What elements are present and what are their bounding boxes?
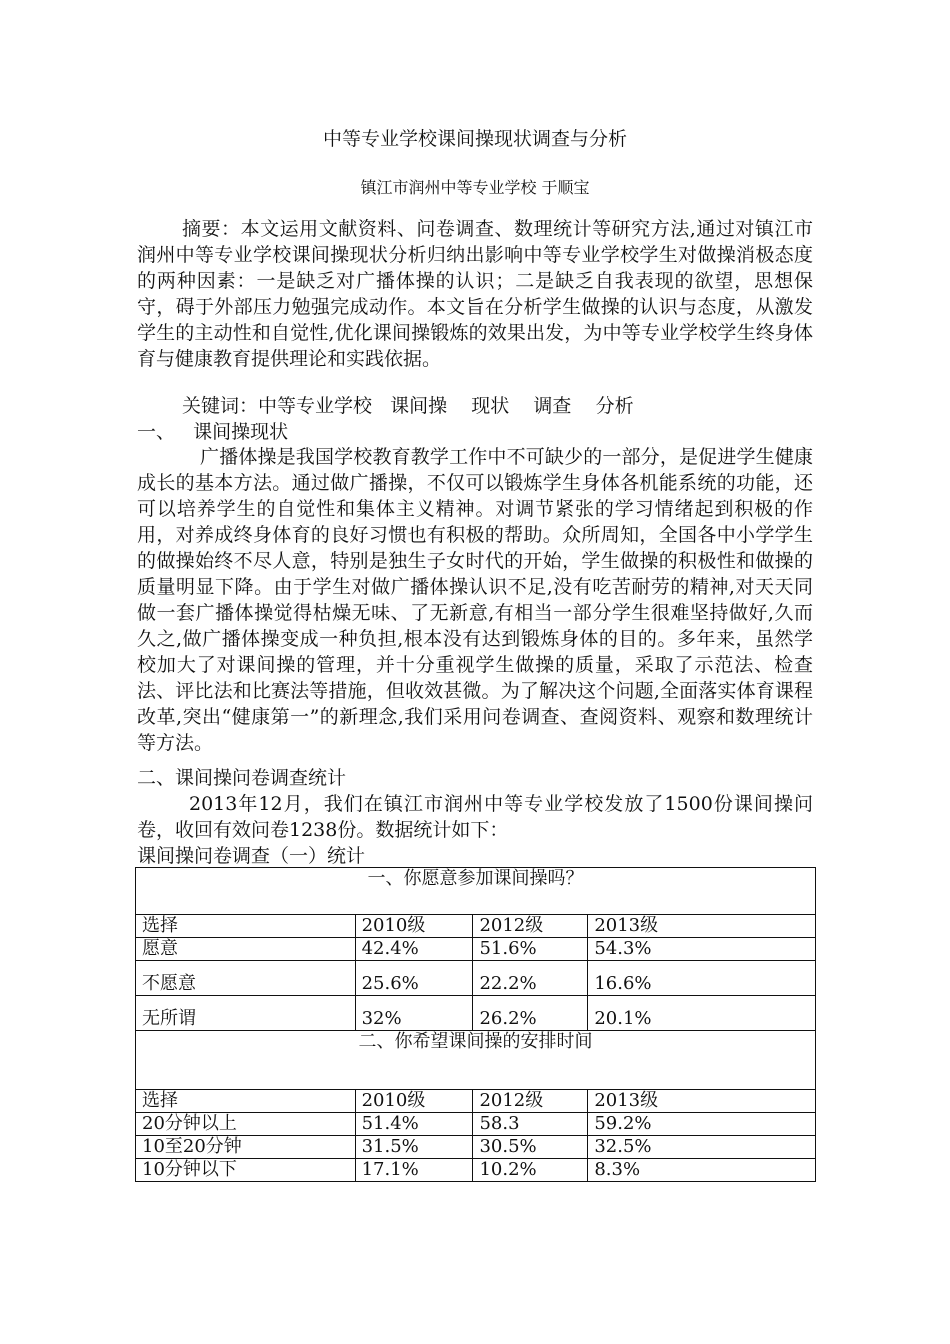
- table-row: [136, 996, 816, 1031]
- table-row: [136, 1136, 816, 1159]
- author-line: 镇江市润州中等专业学校 于顺宝: [360, 178, 590, 197]
- question-2-cell: 二、你希望课间操的安排时间: [136, 1031, 816, 1090]
- table-cell: 32.5%: [588, 1136, 816, 1159]
- table-question-row: [136, 868, 816, 915]
- table-caption: 课间操问卷调查（一）统计: [137, 845, 366, 867]
- table-question-row: [136, 1031, 816, 1090]
- survey-table: [135, 867, 816, 1182]
- header-cell: 2010级: [355, 1090, 473, 1113]
- header-cell: 2012级: [473, 915, 588, 938]
- keywords-line: 关键词：中等专业学校 课间操 现状 调查 分析: [182, 395, 634, 417]
- table-cell: 25.6%: [355, 961, 473, 996]
- table-cell: 30.5%: [473, 1136, 588, 1159]
- table-cell: 58.3: [473, 1113, 588, 1136]
- table-cell: 20.1%: [588, 996, 816, 1031]
- document-title: 中等专业学校课间操现状调查与分析: [322, 128, 627, 150]
- table-cell: 17.1%: [355, 1159, 473, 1182]
- header-cell: 2010级: [355, 915, 473, 938]
- table-cell: 22.2%: [473, 961, 588, 996]
- question-1-cell: 一、你愿意参加课间操吗？: [136, 868, 816, 915]
- table-cell: 31.5%: [355, 1136, 473, 1159]
- table-cell: 54.3%: [588, 938, 816, 961]
- table-cell: 不愿意: [136, 961, 356, 996]
- table-cell: 8.3%: [588, 1159, 816, 1182]
- header-cell: 2013级: [588, 915, 816, 938]
- header-cell: 选择: [136, 1090, 356, 1113]
- table-row: [136, 961, 816, 996]
- table-cell: 51.4%: [355, 1113, 473, 1136]
- table-cell: 10.2%: [473, 1159, 588, 1182]
- table-cell: 42.4%: [355, 938, 473, 961]
- table-row: [136, 1159, 816, 1182]
- section-heading-1: 一、 课间操现状: [137, 421, 289, 443]
- header-cell: 选择: [136, 915, 356, 938]
- section-1-paragraph: 广播体操是我国学校教育教学工作中不可缺少的一部分，是促进学生健康成长的基本方法。通过做广播操，不仅可以锻炼学生身体各机能系统的功能，还可以培养学生的自觉性和集体主义精神。对调节紧张的学习情绪起到积极的作用，对养成终身体育的良好习惯也有积极的帮助。众所周知，全国各中小学学生的做操始终不尽人意，特别是独生子女时代的开始，学生做操的积极性和做操的质量明显下降。由于学生对做广播体操认识不足,没有吃苦耐劳的精神,对天天同做一套广播体操觉得枯燥无味、了无新意,有相当一部分学生很难坚持做好,久而久之,做广播体操变成一种负担,根本没有达到锻炼身体的目的。多年来，虽然学校加大了对课间操的管理，并十分重视学生做操的质量，采取了示范法、检查法、评比法和比赛法等措施，但收效甚微。为了解决这个问题,全面落实体育课程改革,突出“健康第一”的新理念,我们采用问卷调查、查阅资料、观察和数理统计等方法。: [137, 446, 813, 754]
- table-row: [136, 1113, 816, 1136]
- table-cell: 10至20分钟: [136, 1136, 356, 1159]
- table-cell: 51.6%: [473, 938, 588, 961]
- abstract-paragraph: 摘要：本文运用文献资料、问卷调查、数理统计等研究方法,通过对镇江市润州中等专业学校课间操现状分析归纳出影响中等专业学校学生对做操消极态度的两种因素：一是缺乏对广播体操的认识；二是缺乏自我表现的欲望，思想保守，碍于外部压力勉强完成动作。本文旨在分析学生做操的认识与态度，从激发学生的主动性和自觉性,优化课间操锻炼的效果出发，为中等专业学校学生终身体育与健康教育提供理论和实践依据。: [137, 218, 813, 370]
- header-cell: 2013级: [588, 1090, 816, 1113]
- section-heading-2: 二、课间操问卷调查统计: [137, 767, 347, 789]
- header-cell: 2012级: [473, 1090, 588, 1113]
- table-cell: 32%: [355, 996, 473, 1031]
- section-2-paragraph: 2013年12月，我们在镇江市润州中等专业学校发放了1500份课间操问卷，收回有效问卷1238份。数据统计如下：: [137, 793, 813, 841]
- table-header-row: [136, 1090, 816, 1113]
- table-cell: 愿意: [136, 938, 356, 961]
- table-cell: 16.6%: [588, 961, 816, 996]
- table-header-row: [136, 915, 816, 938]
- table-cell: 无所谓: [136, 996, 356, 1031]
- table-row: [136, 938, 816, 961]
- table-cell: 20分钟以上: [136, 1113, 356, 1136]
- table-cell: 59.2%: [588, 1113, 816, 1136]
- table-cell: 10分钟以下: [136, 1159, 356, 1182]
- table-cell: 26.2%: [473, 996, 588, 1031]
